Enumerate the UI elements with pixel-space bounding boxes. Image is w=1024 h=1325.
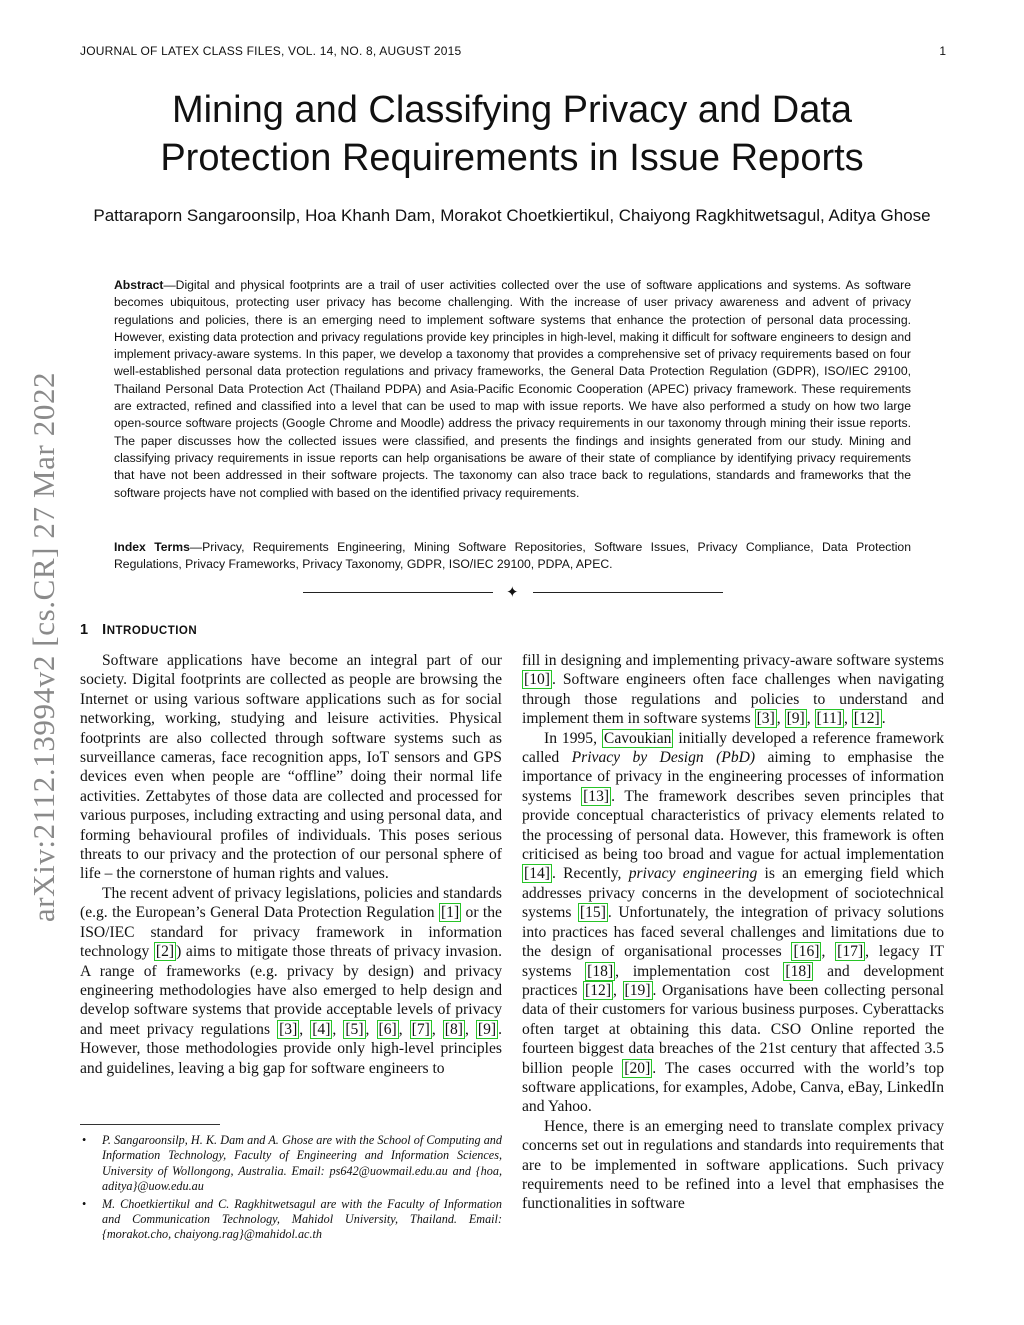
paragraph: fill in designing and implementing privacy-aware software systems [10] . Software engineers often face challenges when navigating through those regulations and policies to understand and implement them in software systems [3] , [9] , [11] , [12] . [522,652,944,728]
citation-link[interactable]: [9] [786,710,805,728]
citation-link[interactable]: [3] [756,710,775,728]
citation-link[interactable]: [10] [524,671,550,689]
abstract [114,277,911,502]
bullet-icon: • [82,1196,87,1211]
paragraph: The recent advent of privacy legislations, policies and standards (e.g. the European’s General Data Protection Regulation [1] or the ISO/IEC standard for privacy framework in information technology [2] ) aims to mitigate those threats of privacy invasion. A range of frameworks (e.g. privacy by design) and privacy engineering methodologies have also emerged to help design and develop software systems that provide acceptable levels of privacy and meet privacy regulations [3] , [4] , [5] , [6] , [7] , [8] , [9] . However, those methodologies provide only high-level principles and guidelines, leaving a big gap for software engineers to [80,884,503,1077]
section-title-rest: NTRODUCTION [106,625,198,637]
divider-line-left [303,592,493,593]
index-terms [114,539,911,574]
citation-link[interactable]: [3] [279,1020,298,1038]
index-terms-label: Index Terms [114,540,190,554]
citation-link[interactable]: [8] [444,1020,463,1038]
citation-link[interactable]: [15] [579,904,606,922]
paper-title: Mining and Classifying Privacy and Data Protection Requirements in Issue Reports [160,89,864,179]
citation-link[interactable]: [12] [853,710,880,728]
section-initial: I [102,622,107,638]
citation-link[interactable]: [4] [312,1020,331,1038]
page-number: 1 [939,44,946,58]
abstract-text: —Digital and physical footprints are a trail of user activities collected over the use of software applications and systems. As software becomes ubiquitous, protecting user privacy has become challenging. With the increase of user privacy awareness and advent of privacy regulations and policies, there is an emerging need to implement software systems that enhance the protection of personal data processing. However, existing data protection and privacy regulations provide key principles in high-level, making it difficult for software engineers to design and implement privacy-aware systems. In this paper, we develop a taxonomy that provides a comprehensive set of privacy requirements based on four well-established personal data protection regulations and privacy frameworks, the General Data Protection Regulation (GDPR), ISO/IEC 29100, Thailand Personal Data Protection Act (Thailand PDPA) and Asia-Pacific Economic Cooperation (APEC) privacy framework. These requirements are extracted, refined and classified into a level that can be used to map with issue reports. We have also performed a study on how two large open-source software projects (Google Chrome and Moodle) address the privacy requirements in our taxonomy through mining their issue reports. The paper discusses how the collected issues were classified, and presents the findings and insights generated from our study. Mining and classifying privacy requirements in issue reports can help organisations be aware of their state of compliance by identifying privacy requirements that have not been addressed in their software projects. The taxonomy can also trace back to regulations, standards and frameworks that the software projects have not complied with based on the identified privacy requirements. [114,278,911,500]
author-list: Pattaraporn Sangaroonsilp, Hoa Khanh Dam, Morakot Choetkiertikul, Chaiyong Ragkhitwetsagul, Aditya Ghose [93,206,931,225]
citation-link[interactable]: [18] [785,962,812,980]
citation-link[interactable]: [11] [816,710,842,728]
citation-link[interactable]: [6] [378,1020,397,1038]
left-column [80,651,502,1078]
paragraph: Software applications have become an integral part of our society. Digital footprints are collected as people are browsing the Internet or using various software applications such as for social networking, working, studying and leisure activities. Physical footprints are also collected through software systems such as surveillance cameras, face recognition apps, IoT sensors and GPS devices even when people are “offline” doing their normal life activities. Zettabytes of those data are collected and processed for various purposes, including extracting and using personal data, and forming behavioural profiles of individuals. This poses serious threats to our privacy and the protection of our personal sphere of life – the cornerstone of human rights and values. [80,652,502,883]
citation-link[interactable]: [13] [583,787,610,805]
right-column [522,651,944,1214]
citation-link[interactable]: [16] [793,943,820,961]
citation-link[interactable]: [12] [585,981,612,999]
citation-link[interactable]: [20] [624,1059,651,1077]
citation-link[interactable]: [14] [524,865,550,883]
running-head: JOURNAL OF LATEX CLASS FILES, VOL. 14, NO. 8, AUGUST 2015 [80,44,462,58]
citation-link-author[interactable]: Cavoukian [603,729,672,747]
diamond-icon: ✦ [506,585,519,601]
footnote-item [80,1197,502,1243]
section-heading-introduction [80,622,197,638]
abstract-label: Abstract [114,278,164,292]
citation-link[interactable]: [1] [440,904,460,922]
citation-link[interactable]: [9] [477,1020,497,1038]
section-divider [303,584,723,602]
footnote-text: M. Choetkiertikul and C. Ragkhitwetsagul are with the Faculty of Information and Communication Technology, Mahidol University, Thailand. Email: {morakot.cho, chaiyong.rag}@mahidol.ac.th [102,1196,502,1242]
citation-link[interactable]: [18] [587,962,614,980]
paragraph: In 1995, Cavoukian initially developed a reference framework called Privacy by Design (PbD) aiming to emphasise the importance of privacy in the engineering processes of information systems [13] . The framework describes seven principles that provide conceptual characteristics of privacy elements related to the processing of personal data. However, this framework is often criticised as being too broad and vague for actual implementation [14] . Recently, privacy engineering is an emerging field which addresses privacy concerns in the development of sociotechnical systems [15] . Unfortunately, the integration of privacy solutions into practices has faced several challenges and limitations due to the design of organisational processes [16] , [17] , legacy IT systems [18] , implementation cost [18] and development practices [12] , [19] . Organisations have been collecting personal data of their customers for various business purposes. Cyberattacks often target at obtaining this data. CSO Online reported the fourteen biggest data breaches of the 21st century that affected 3.5 billion people [20] . The cases occurred with the world’s top software applications, for examples, Adobe, Canva, eBay, LinkedIn and Yahoo. [522,729,945,1116]
bullet-icon: • [82,1133,87,1147]
arxiv-identifier-stamp[interactable] [22,352,66,942]
citation-link[interactable]: [19] [624,981,651,999]
footnotes [80,1133,502,1245]
citation-link[interactable]: [2] [155,943,175,961]
citation-link[interactable]: [17] [837,943,864,961]
index-terms-text: —Privacy, Requirements Engineering, Mining Software Repositories, Software Issues, Privacy Compliance, Data Protection Regulations, Privacy Frameworks, Privacy Taxonomy, GDPR, ISO/IEC 29100, PDPA, APEC. [114,540,911,572]
citation-link[interactable]: [7] [411,1020,430,1038]
paragraph: Hence, there is an emerging need to translate complex privacy concerns set out in regulations and standards into requirements that are to be implemented in software applications. Such privacy requirements need to be refined into a level that emphasises the functionalities in software [522,1117,944,1213]
footnote-rule [80,1124,220,1125]
arxiv-identifier-text: arXiv:2112.13994v2 [cs.CR] 27 Mar 2022 [26,371,62,923]
divider-line-right [533,592,723,593]
footnote-text: P. Sangaroonsilp, H. K. Dam and A. Ghose are with the School of Computing and Information Technology, Faculty of Engineering and Information Sciences, University of Wollongong, Australia. Email: ps642@uowmail.edu.au and {hoa, aditya}@uow.edu.au [102,1133,502,1194]
footnote-item [80,1133,502,1195]
section-number: 1 [80,622,89,638]
citation-link[interactable]: [5] [345,1020,364,1038]
